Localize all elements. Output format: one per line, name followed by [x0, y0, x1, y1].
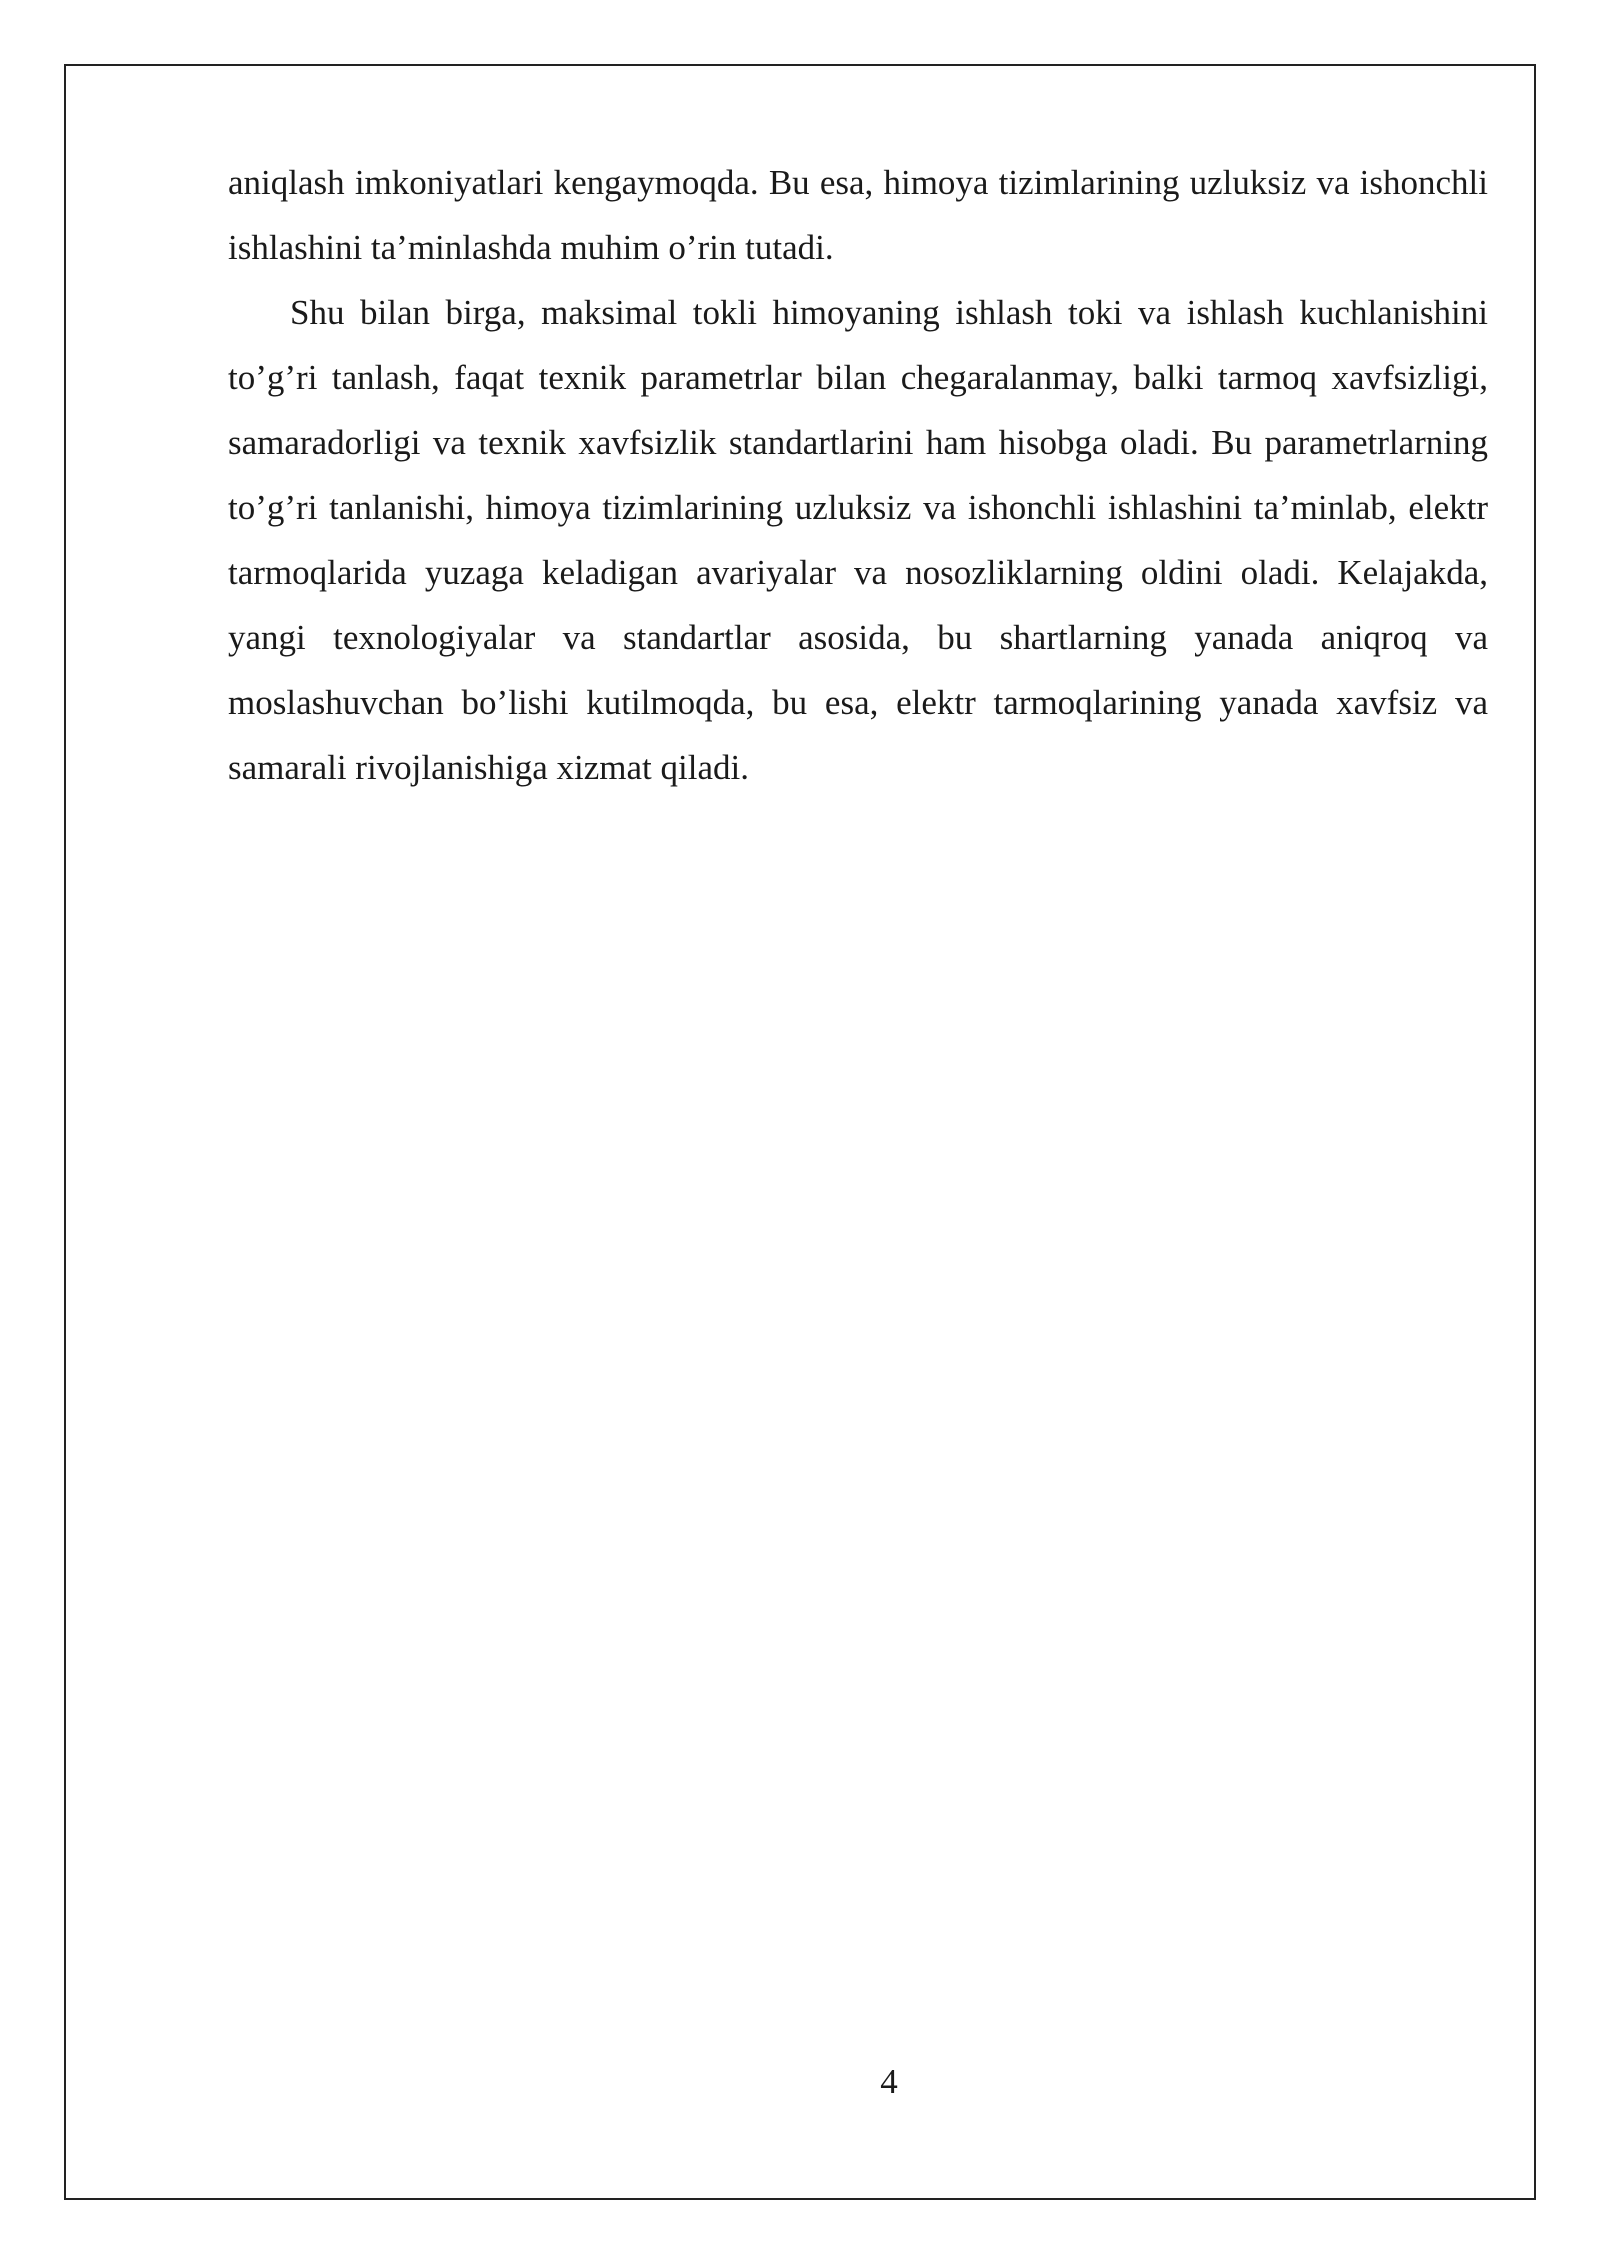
paragraph-continuation: aniqlash imkoniyatlari kengaymoqda. Bu esa, himoya tizimlarining uzluksiz va ishonchli ishlashini ta’minlashda muhim o’rin tutadi.	[228, 163, 1488, 267]
paragraph-main: Shu bilan birga, maksimal tokli himoyaning ishlash toki va ishlash kuchlanishini to’g’ri tanlash, faqat texnik parametrlar bilan chegaralanmay, balki tarmoq xavfsizligi, samaradorligi va texnik xavfsizlik standartlarini ham hisobga oladi. Bu parametrlarning to’g’ri tanlanishi, himoya tizimlarining uzluksiz va ishonchli ishlashini ta’minlab, elektr tarmoqlarida yuzaga keladigan avariyalar va nosozliklarning oldini oladi. Kelajakda, yangi texnologiyalar va standartlar asosida, bu shartlarning yanada aniqroq va moslashuvchan bo’lishi kutilmoqda, bu esa, elektr tarmoqlarining yanada xavfsiz va samarali rivojlanishiga xizmat qiladi.	[228, 293, 1488, 787]
page-number: 4	[880, 2062, 898, 2101]
body-text	[228, 150, 1488, 800]
